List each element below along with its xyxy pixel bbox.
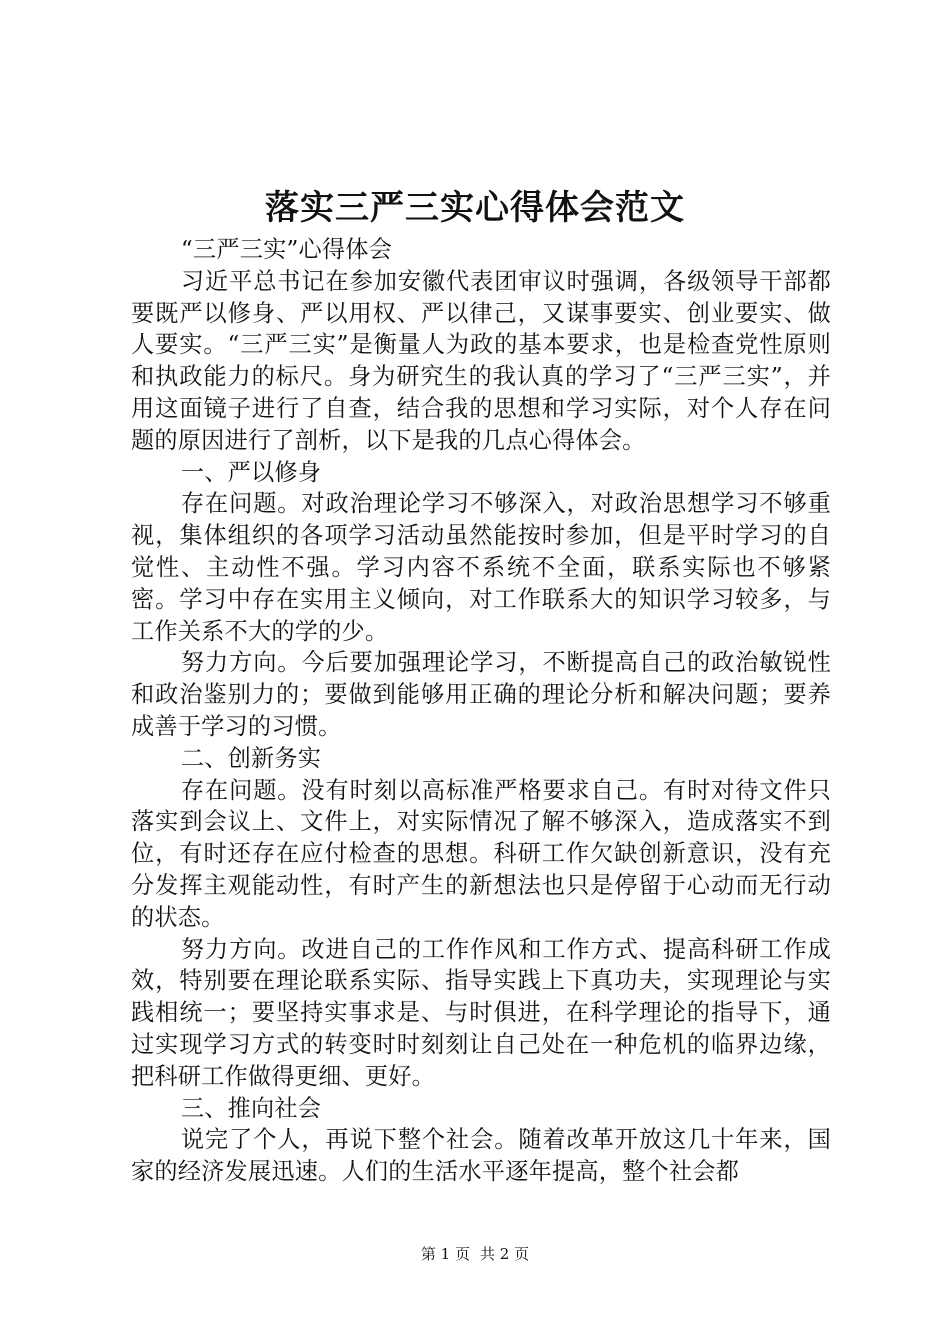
section-heading-2: 二、创新务实 (180, 744, 322, 772)
section-2-direction-paragraph: 努力方向。改进自己的工作作风和工作方式、提高科研工作成效，特别要在理论联系实际、指导实践上下真功夫，实现理论与实践相统一；要坚持实事求是、与时俱进，在科学理论的指导下，通过实现学习方式的转变时时刻刻让自己处在一种危机的临界边缘，把科研工作做得更细、更好。 (131, 935, 831, 1090)
section-heading-1: 一、严以修身 (180, 458, 322, 486)
total-pages: 共 2 页 (480, 1245, 530, 1263)
intro-paragraph: 习近平总书记在参加安徽代表团审议时强调，各级领导干部都要既严以修身、严以用权、严以律己，又谋事要实、创业要实、做人要实。“三严三实”是衡量人为政的基本要求，也是检查党性原则和执政能力的标尺。身为研究生的我认真的学习了“三严三实”，并用这面镜子进行了自查，结合我的思想和学习实际，对个人存在问题的原因进行了剖析，以下是我的几点心得体会。 (131, 267, 831, 454)
section-3-paragraph: 说完了个人，再说下整个社会。随着改革开放这几十年来，国家的经济发展迅速。人们的生活水平逐年提高，整个社会都 (131, 1126, 831, 1186)
page-footer (0, 1244, 950, 1264)
section-1-problems-paragraph: 存在问题。对政治理论学习不够深入，对政治思想学习不够重视，集体组织的各项学习活动虽然能按时参加，但是平时学习的自觉性、主动性不强。学习内容不系统不全面，联系实际也不够紧密。学习中存在实用主义倾向，对工作联系大的知识学习较多，与工作关系不大的学的少。 (131, 490, 831, 645)
document-title: 落实三严三实心得体会范文 (265, 188, 685, 228)
section-1-direction-paragraph: 努力方向。今后要加强理论学习，不断提高自己的政治敏锐性和政治鉴别力的；要做到能够用正确的理论分析和解决问题；要养成善于学习的习惯。 (131, 649, 831, 740)
section-2-problems-paragraph: 存在问题。没有时刻以高标准严格要求自己。有时对待文件只落实到会议上、文件上，对实际情况了解不够深入，造成落实不到位，有时还存在应付检查的思想。科研工作欠缺创新意识，没有充分发挥主观能动性，有时产生的新想法也只是停留于心动而无行动的状态。 (131, 776, 831, 931)
document-body (131, 234, 831, 1188)
section-heading-3: 三、推向社会 (180, 1094, 322, 1122)
subtitle-paragraph: “三严三实”心得体会 (180, 236, 393, 263)
page-number: 第 1 页 (420, 1245, 470, 1263)
